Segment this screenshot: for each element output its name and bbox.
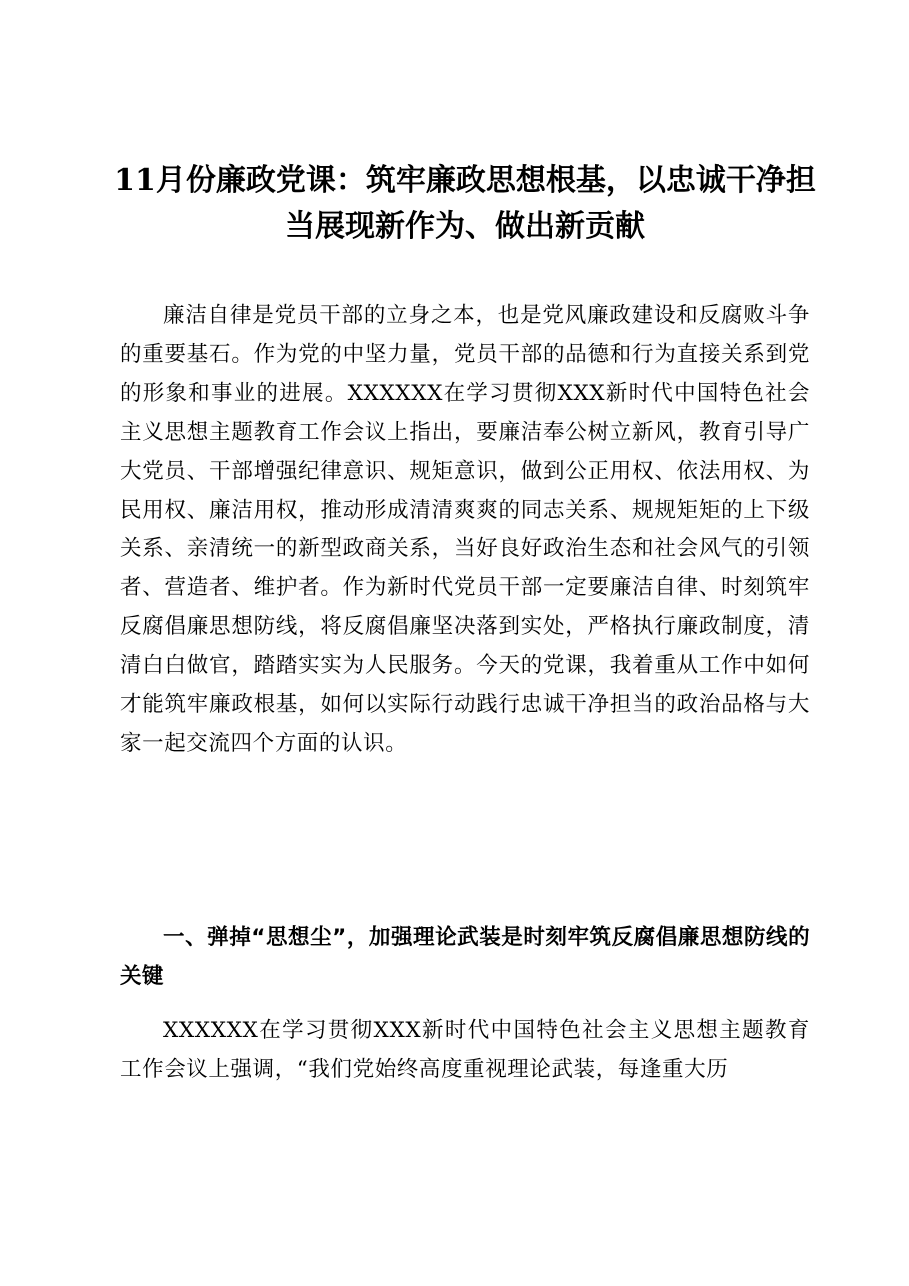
section-heading-1: 一、弹掉“思想尘”，加强理论武装是时刻牢筑反腐倡廉思想防线的关键 (120, 925, 810, 989)
section-1-paragraph: XXXXXX在学习贯彻XXX新时代中国特色社会主义思想主题教育工作会议上强调，“我们党始终高度重视理论武装，每逢重大历 (120, 1018, 810, 1082)
intro-paragraph: 廉洁自律是党员干部的立身之本，也是党风廉政建设和反腐败斗争的重要基石。作为党的中坚力量，党员干部的品德和行为直接关系到党的形象和事业的进展。XXXXXX在学习贯彻XXX新时代中国特色社会主义思想主题教育工作会议上指出，要廉洁奉公树立新风，教育引导广大党员、干部增强纪律意识、规矩意识，做到公正用权、依法用权、为民用权、廉洁用权，推动形成清清爽爽的同志关系、规规矩矩的上下级关系、亲清统一的新型政商关系，当好良好政治生态和社会风气的引领者、营造者、维护者。作为新时代党员干部一定要廉洁自律、时刻筑牢反腐倡廉思想防线，将反腐倡廉坚决落到实处，严格执行廉政制度，清清白白做官，踏踏实实为人民服务。今天的党课，我着重从工作中如何才能筑牢廉政根基，如何以实际行动践行忠诚干净担当的政治品格与大家一起交流四个方面的认识。 (120, 303, 810, 756)
document-title: 11月份廉政党课：筑牢廉政思想根基，以忠诚干净担当展现新作为、做出新贡献 (114, 163, 816, 244)
